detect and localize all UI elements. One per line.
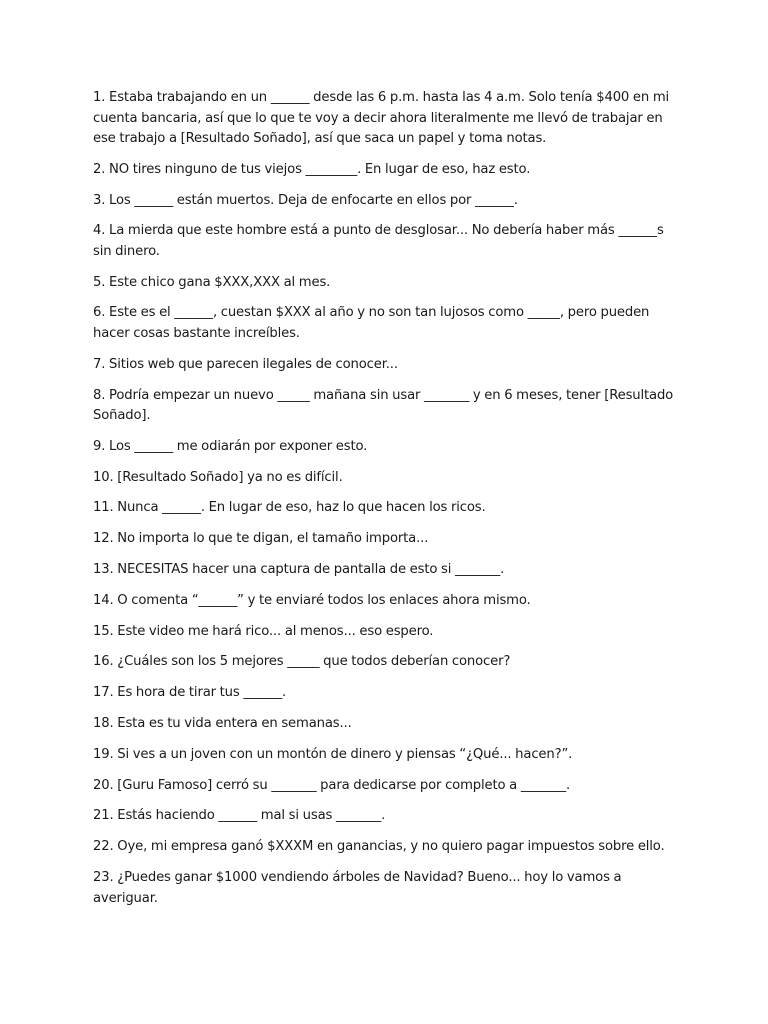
list-item-23: 23. ¿Puedes ganar $1000 vendiendo árboles de Navidad? Bueno... hoy lo vamos a averiguar. <box>93 870 622 906</box>
list-item-1: 1. Estaba trabajando en un ______ desde las 6 p.m. hasta las 4 a.m. Solo tenía $400 en mi cuenta bancaria, así que lo que te voy a decir ahora literalmente me llevó de trabajar en ese trabajo a [Resultado Soñado], así que saca un papel y toma notas. <box>93 90 670 146</box>
list-item-11: 11. Nunca ______. En lugar de eso, haz lo que hacen los ricos. <box>93 500 486 516</box>
list-item-12: 12. No importa lo que te digan, el tamaño importa... <box>93 531 429 547</box>
list-item-16: 16. ¿Cuáles son los 5 mejores _____ que todos deberían conocer? <box>93 654 511 670</box>
list-item-13: 13. NECESITAS hacer una captura de pantalla de esto si _______. <box>93 562 505 578</box>
list-item-18: 18. Esta es tu vida entera en semanas... <box>93 716 352 732</box>
list-item-22: 22. Oye, mi empresa ganó $XXXM en ganancias, y no quiero pagar impuestos sobre ello. <box>93 839 665 855</box>
list-item-10: 10. [Resultado Soñado] ya no es difícil. <box>93 469 343 485</box>
list-item-14: 14. O comenta “______” y te enviaré todos los enlaces ahora mismo. <box>93 592 531 608</box>
list-item-7: 7. Sitios web que parecen ilegales de conocer... <box>93 356 398 372</box>
hook-list <box>93 88 683 919</box>
list-item-3: 3. Los ______ están muertos. Deja de enfocarte en ellos por ______. <box>93 192 518 208</box>
list-item-2: 2. NO tires ninguno de tus viejos ________. En lugar de eso, haz esto. <box>93 161 531 177</box>
list-item-5: 5. Este chico gana $XXX,XXX al mes. <box>93 274 331 290</box>
list-item-9: 9. Los ______ me odiarán por exponer esto. <box>93 438 368 454</box>
list-item-20: 20. [Guru Famoso] cerró su _______ para dedicarse por completo a _______. <box>93 777 570 793</box>
list-item-17: 17. Es hora de tirar tus ______. <box>93 685 287 701</box>
list-item-19: 19. Si ves a un joven con un montón de dinero y piensas “¿Qué... hacen?”. <box>93 746 573 762</box>
list-item-6: 6. Este es el ______, cuestan $XXX al año y no son tan lujosos como _____, pero pueden hacer cosas bastante increíbles. <box>93 305 650 341</box>
list-item-21: 21. Estás haciendo ______ mal si usas _______. <box>93 808 386 824</box>
list-item-8: 8. Podría empezar un nuevo _____ mañana sin usar _______ y en 6 meses, tener [Resultado Soñado]. <box>93 387 674 424</box>
list-item-15: 15. Este video me hará rico... al menos... eso espero. <box>93 623 434 639</box>
list-item-4: 4. La mierda que este hombre está a punto de desglosar... No debería haber más ______s sin dinero. <box>93 223 664 259</box>
